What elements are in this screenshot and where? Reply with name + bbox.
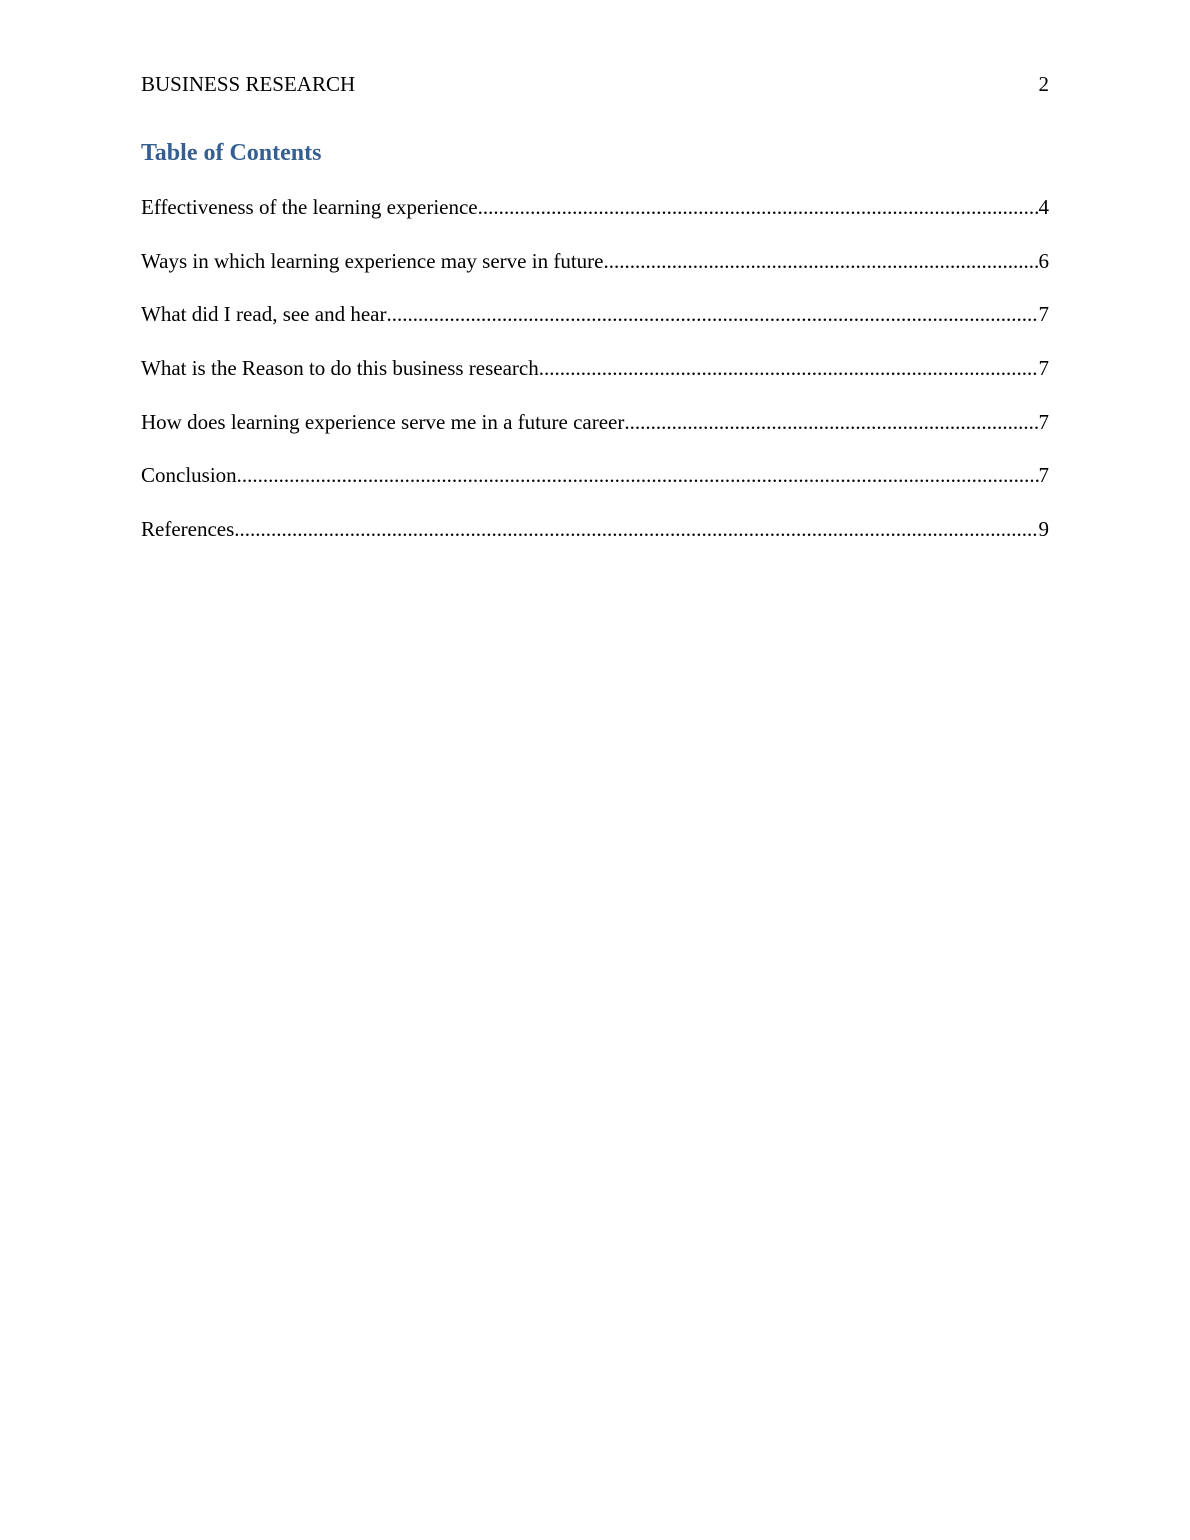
toc-entry-page: 9 [1038, 517, 1049, 542]
toc-entry-page: 4 [1038, 195, 1049, 219]
toc-entry-label: What did I read, see and hear [141, 302, 387, 327]
toc-entry-reason[interactable] [141, 354, 1049, 408]
toc-entry-conclusion[interactable] [141, 461, 1049, 515]
toc-entry-effectiveness[interactable] [141, 193, 1049, 247]
toc-entry-page: 7 [1038, 463, 1049, 488]
toc-entry-label: Conclusion [141, 463, 237, 488]
running-head: BUSINESS RESEARCH [141, 72, 356, 96]
table-of-contents [141, 193, 1049, 569]
toc-title: Table of Contents [141, 140, 322, 166]
toc-entry-future-ways[interactable] [141, 247, 1049, 301]
page-header [141, 70, 1049, 98]
toc-entry-label: How does learning experience serve me in a future career [141, 409, 625, 434]
toc-entry-label: References [141, 517, 235, 542]
toc-entry-page: 7 [1038, 409, 1049, 434]
toc-dot-leader [624, 408, 1038, 436]
page-number: 2 [1038, 72, 1049, 96]
toc-entry-read-see-hear[interactable] [141, 300, 1049, 354]
toc-entry-references[interactable] [141, 515, 1049, 569]
toc-entry-future-career[interactable] [141, 408, 1049, 462]
toc-dot-leader [237, 461, 1039, 489]
toc-entry-page: 7 [1038, 302, 1049, 327]
toc-dot-leader [386, 300, 1038, 328]
toc-dot-leader [603, 247, 1038, 275]
toc-entry-page: 6 [1038, 248, 1049, 273]
toc-entry-label: Ways in which learning experience may serve in future [141, 248, 604, 273]
toc-dot-leader [478, 193, 1039, 221]
toc-entry-label: What is the Reason to do this business research [141, 356, 539, 381]
toc-entry-page: 7 [1038, 356, 1049, 381]
toc-dot-leader [234, 515, 1038, 543]
toc-dot-leader [539, 354, 1039, 382]
toc-entry-label: Effectiveness of the learning experience [141, 195, 478, 219]
